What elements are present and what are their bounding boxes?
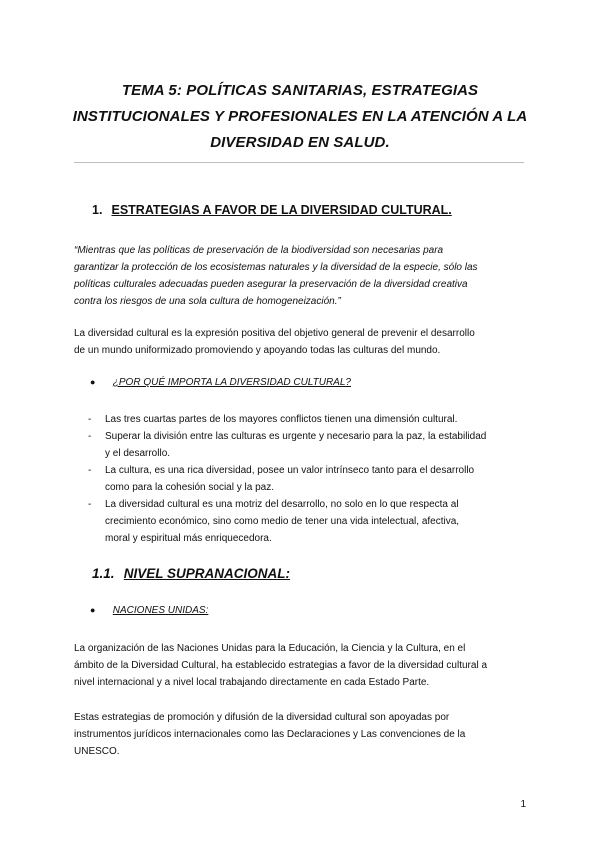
quote-line: “Mientras que las políticas de preservación de la biodiversidad son necesarias para bbox=[74, 245, 444, 256]
list-item bbox=[88, 496, 538, 547]
dash-icon: - bbox=[88, 431, 92, 442]
quote-line: contra los riesgos de una sola cultura de homogeneización.” bbox=[74, 296, 341, 307]
united-nations-heading bbox=[90, 605, 208, 616]
section-number: 1.1. bbox=[92, 566, 115, 581]
bullet-icon: ● bbox=[90, 377, 96, 387]
why-heading bbox=[90, 377, 351, 388]
paragraph-line: nivel internacional y a nivel local trabajando directamente en cada Estado Parte. bbox=[74, 677, 430, 688]
paragraph-line: La diversidad cultural es la expresión positiva del objetivo general de prevenir el desarrollo bbox=[74, 328, 475, 339]
section-number: 1. bbox=[92, 203, 103, 217]
quote-line: políticas culturales adecuadas pueden asegurar la preservación de la diversidad creativa bbox=[74, 279, 468, 290]
paragraph-line: UNESCO. bbox=[74, 746, 120, 757]
dash-icon: - bbox=[88, 499, 92, 510]
section-title: ESTRATEGIAS A FAVOR DE LA DIVERSIDAD CULTURAL. bbox=[111, 203, 452, 217]
paragraph-line: Estas estrategias de promoción y difusión de la diversidad cultural son apoyadas por bbox=[74, 712, 450, 723]
list-item-line: Las tres cuartas partes de los mayores conflictos tienen una dimensión cultural. bbox=[105, 414, 458, 425]
section-1-heading bbox=[92, 203, 452, 217]
dash-icon: - bbox=[88, 414, 92, 425]
intro-paragraph bbox=[74, 325, 534, 359]
title-divider bbox=[74, 162, 524, 163]
title-line: INSTITUCIONALES Y PROFESIONALES EN LA ATENCIÓN A LA bbox=[72, 108, 528, 125]
list-item bbox=[88, 428, 538, 462]
section-1-1-heading bbox=[92, 566, 290, 581]
paragraph-line: instrumentos jurídicos internacionales como las Declaraciones y Las convenciones de la bbox=[74, 729, 466, 740]
united-nations-heading-text: NACIONES UNIDAS: bbox=[112, 605, 209, 616]
list-item-line: La cultura, es una rica diversidad, posee un valor intrínseco tanto para el desarrollo bbox=[105, 465, 475, 476]
quote-line: garantizar la protección de los ecosistemas naturales y la diversidad de la especie, sólo las bbox=[74, 262, 478, 273]
list-item bbox=[88, 462, 538, 496]
list-item-line: Superar la división entre las culturas es urgente y necesario para la paz, la estabilidad bbox=[105, 431, 487, 442]
why-heading-text: ¿POR QUÉ IMPORTA LA DIVERSIDAD CULTURAL? bbox=[112, 377, 351, 388]
page-number: 1 bbox=[520, 799, 526, 810]
title-line: TEMA 5: POLÍTICAS SANITARIAS, ESTRATEGIAS bbox=[121, 82, 479, 99]
list-item bbox=[88, 411, 538, 428]
list-item-line: La diversidad cultural es una motriz del desarrollo, no solo en lo que respecta al bbox=[105, 499, 459, 510]
list-item-line: crecimiento económico, sino como medio de tener una vida intelectual, afectiva, bbox=[105, 516, 460, 527]
paragraph-line: ámbito de la Diversidad Cultural, ha establecido estrategias a favor de la diversidad cultural a bbox=[74, 660, 488, 671]
paragraph-line: de un mundo uniformizado promoviendo y apoyando todas las culturas del mundo. bbox=[74, 345, 441, 356]
bullet-icon: ● bbox=[90, 605, 96, 615]
quote-block bbox=[74, 242, 534, 310]
title-line: DIVERSIDAD EN SALUD. bbox=[210, 134, 390, 151]
document-title bbox=[60, 78, 540, 156]
paragraph-line: La organización de las Naciones Unidas para la Educación, la Ciencia y la Cultura, en el bbox=[74, 643, 466, 654]
strategies-paragraph bbox=[74, 709, 534, 760]
list-item-line: y el desarrollo. bbox=[105, 448, 171, 459]
dash-icon: - bbox=[88, 465, 92, 476]
reasons-list bbox=[88, 411, 538, 547]
section-title: NIVEL SUPRANACIONAL: bbox=[123, 566, 291, 581]
list-item-line: moral y espiritual más enriquecedora. bbox=[105, 533, 272, 544]
unesco-paragraph bbox=[74, 640, 534, 691]
list-item-line: como para la cohesión social y la paz. bbox=[105, 482, 274, 493]
